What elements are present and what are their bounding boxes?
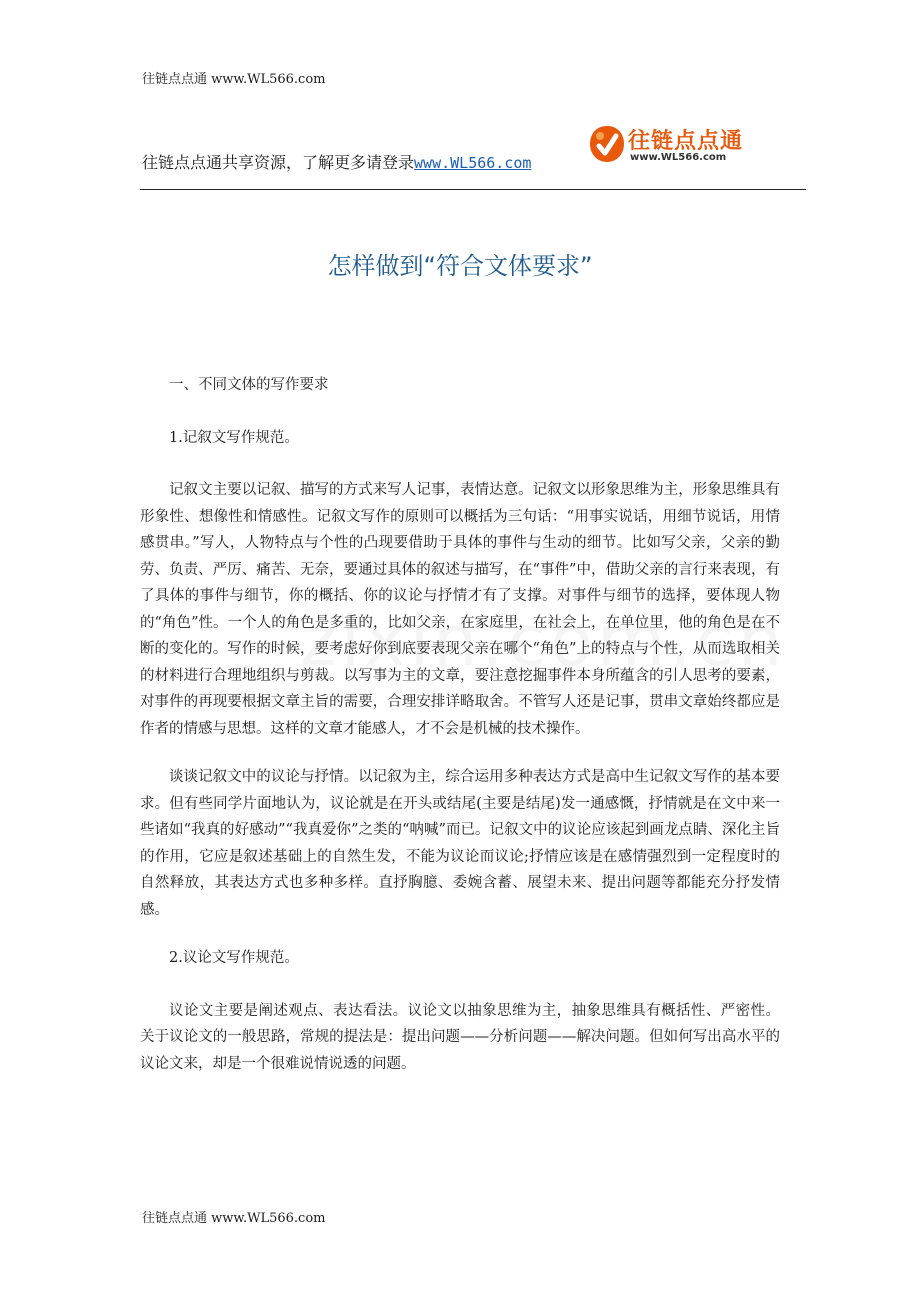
paragraph: 记叙文主要以记叙、描写的方式来写人记事，表情达意。记叙文以形象思维为主，形象思维具有形象性、想像性和情感性。记叙文写作的原则可以概括为三句话：“用事实说话，用细节说话，用情感贯串。”写人，人物特点与个性的凸现要借助于具体的事件与生动的细节。比如写父亲，父亲的勤劳、负责、严厉、痛苦、无奈，要通过具体的叙述与描写，在“事件”中，借助父亲的言行来表现，有了具体的事件与细节，你的概括、你的议论与抒情才有了支撑。对事件与细节的选择，要体现人物的“角色”性。一个人的角色是多重的，比如父亲，在家庭里，在社会上，在单位里，他的角色是在不断的变化的。写作的时候，要考虑好你到底要表现父亲在哪个“角色”上的特点与个性，从而选取相关的材料进行合理地组织与剪裁。以写事为主的文章，要注意挖掘事件本身所蕴含的引人思考的要素，对事件的再现要根据文章主旨的需要，合理安排详略取舍。不管写人还是记事，贯串文章始终都应是作者的情感与思想。这样的文章才能感人，才不会是机械的技术操作。 xyxy=(140,482,780,737)
section-heading: 一、不同文体的写作要求 xyxy=(169,377,329,393)
logo-url: www.WL566.com xyxy=(630,152,727,163)
site-logo[interactable] xyxy=(588,122,748,170)
article-body xyxy=(140,372,780,1099)
bottom-site-label: 往链点点通 www.WL566.com xyxy=(142,1211,326,1226)
paragraph: 议论文主要是阐述观点、表达看法。议论文以抽象思维为主，抽象思维具有概括性、严密性。 关于议论文的一般思路，常规的提法是：提出问题——分析问题——解决问题。但如何写出高水平的议论文来，却是一个很难说情说透的问题。 xyxy=(140,1002,780,1072)
top-site-label: 往链点点通 www.WL566.com xyxy=(142,72,326,87)
subsection-heading: 2.议论文写作规范。 xyxy=(169,950,299,966)
subsection-heading: 1.记叙文写作规范。 xyxy=(169,429,299,446)
logo-text: 往链点点通 xyxy=(628,129,744,154)
paragraph: 谈谈记叙文中的议论与抒情。以记叙为主，综合运用多种表达方式是高中生记叙文写作的基本要求。但有些同学片面地认为，议论就是在开头或结尾(主要是结尾)发一通感慨，抒情就是在文中来一些诸如“我真的好感动”“我真爱你”之类的“呐喊”而已。记叙文中的议论应该起到画龙点睛、深化主旨的作用，它应是叙述基础上的自然生发，不能为议论而议论;抒情应该是在感情强烈到一定程度时的自然释放，其表达方式也多种多样。直抒胸臆、委婉含蓄、展望未来、提出问题等都能充分抒发情感。 xyxy=(140,769,780,918)
logo-icon xyxy=(588,124,626,164)
page-title: 怎样做到“符合文体要求” xyxy=(327,252,593,280)
header-text: 往链点点通共享资源，了解更多请登录 xyxy=(142,153,415,172)
header-line xyxy=(142,150,531,173)
header-link[interactable]: www.WL566.com xyxy=(414,154,532,172)
header-divider xyxy=(140,189,806,190)
